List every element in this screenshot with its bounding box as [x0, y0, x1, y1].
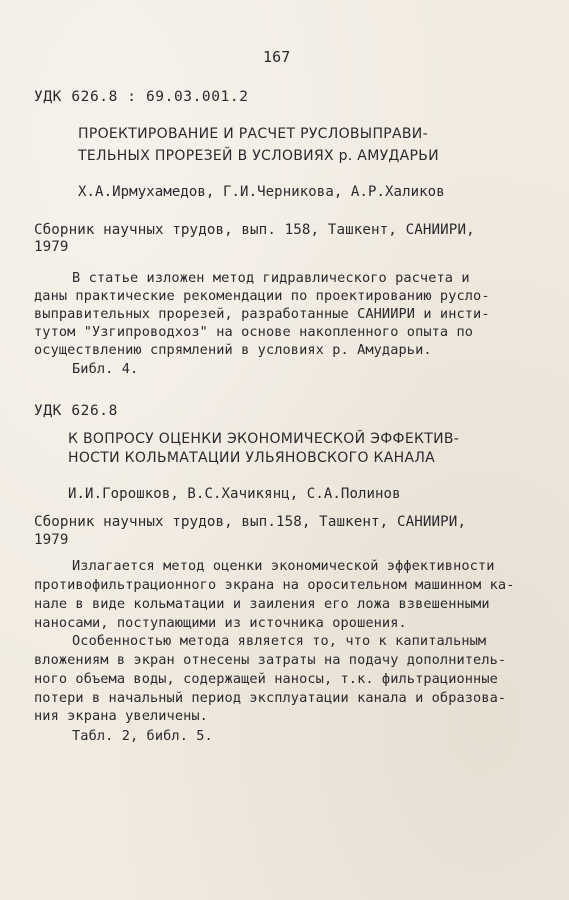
article-1-source-line-2: 1979: [34, 239, 69, 255]
article-1-title-line-1: ПРОЕКТИРОВАНИЕ И РАСЧЕТ РУСЛОВЫПРАВИ-: [78, 126, 428, 142]
article-1-abstract-line-3: выправительных прорезей, разработанные САНИИРИ и инсти-: [34, 306, 490, 322]
article-2-abstract-line-10: Табл. 2, библ. 5.: [72, 728, 213, 744]
article-1-udk: УДК 626.8 : 69.03.001.2: [34, 89, 249, 105]
article-1-abstract-line-2: даны практические рекомендации по проектированию русло-: [34, 288, 490, 304]
article-1-source-line-1: Сборник научных трудов, вып. 158, Ташкент, САНИИРИ,: [34, 222, 475, 238]
article-1-abstract-line-5: осуществлению спрямлений в условиях р. Амударьи.: [34, 342, 432, 358]
article-1-title-line-2: ТЕЛЬНЫХ ПРОРЕЗЕЙ В УСЛОВИЯХ р. АМУДАРЬИ: [78, 148, 439, 164]
article-2-abstract-line-9: ния экрана увеличены.: [34, 708, 208, 724]
article-2-source-line-1: Сборник научных трудов, вып.158, Ташкент, САНИИРИ,: [34, 514, 467, 530]
article-2-title-line-1: К ВОПРОСУ ОЦЕНКИ ЭКОНОМИЧЕСКОЙ ЭФФЕКТИВ-: [68, 431, 460, 447]
article-1-authors: Х.А.Ирмухамедов, Г.И.Черникова, А.Р.Халиков: [78, 184, 445, 200]
article-2-abstract-line-2: противофильтрационного экрана на оросительном машинном ка-: [34, 577, 515, 593]
article-2-abstract-line-7: ного объема воды, содержащей наносы, т.к. фильтрационные: [34, 671, 498, 687]
article-2-abstract-line-8: потери в начальный период эксплуатации канала и образова-: [34, 690, 507, 706]
article-2-abstract-line-5: Особенностью метода является то, что к капитальным: [72, 633, 487, 649]
article-2-source-line-2: 1979: [34, 532, 69, 548]
article-2-abstract-line-6: вложениям в экран отнесены затраты на подачу дополнитель-: [34, 652, 507, 668]
article-2-authors: И.И.Горошков, В.С.Хачикянц, С.А.Полинов: [68, 486, 401, 502]
page-number: 167: [263, 48, 291, 66]
article-2-udk: УДК 626.8: [34, 403, 118, 419]
article-1-abstract-line-4: тутом "Узгипроводхоз" на основе накопленного опыта по: [34, 324, 474, 340]
article-2-abstract-line-1: Излагается метод оценки экономической эффективности: [72, 558, 495, 574]
article-2-abstract-line-3: нале в виде кольматации и заиления его ложа взвешенными: [34, 596, 490, 612]
article-2-abstract-line-4: наносами, поступающими из источника орошения.: [34, 615, 407, 631]
article-2-title-line-2: НОСТИ КОЛЬМАТАЦИИ УЛЬЯНОВСКОГО КАНАЛА: [68, 450, 436, 466]
article-1-abstract-line-1: В статье изложен метод гидравлического расчета и: [72, 270, 470, 286]
article-1-abstract-line-6: Библ. 4.: [72, 361, 139, 377]
